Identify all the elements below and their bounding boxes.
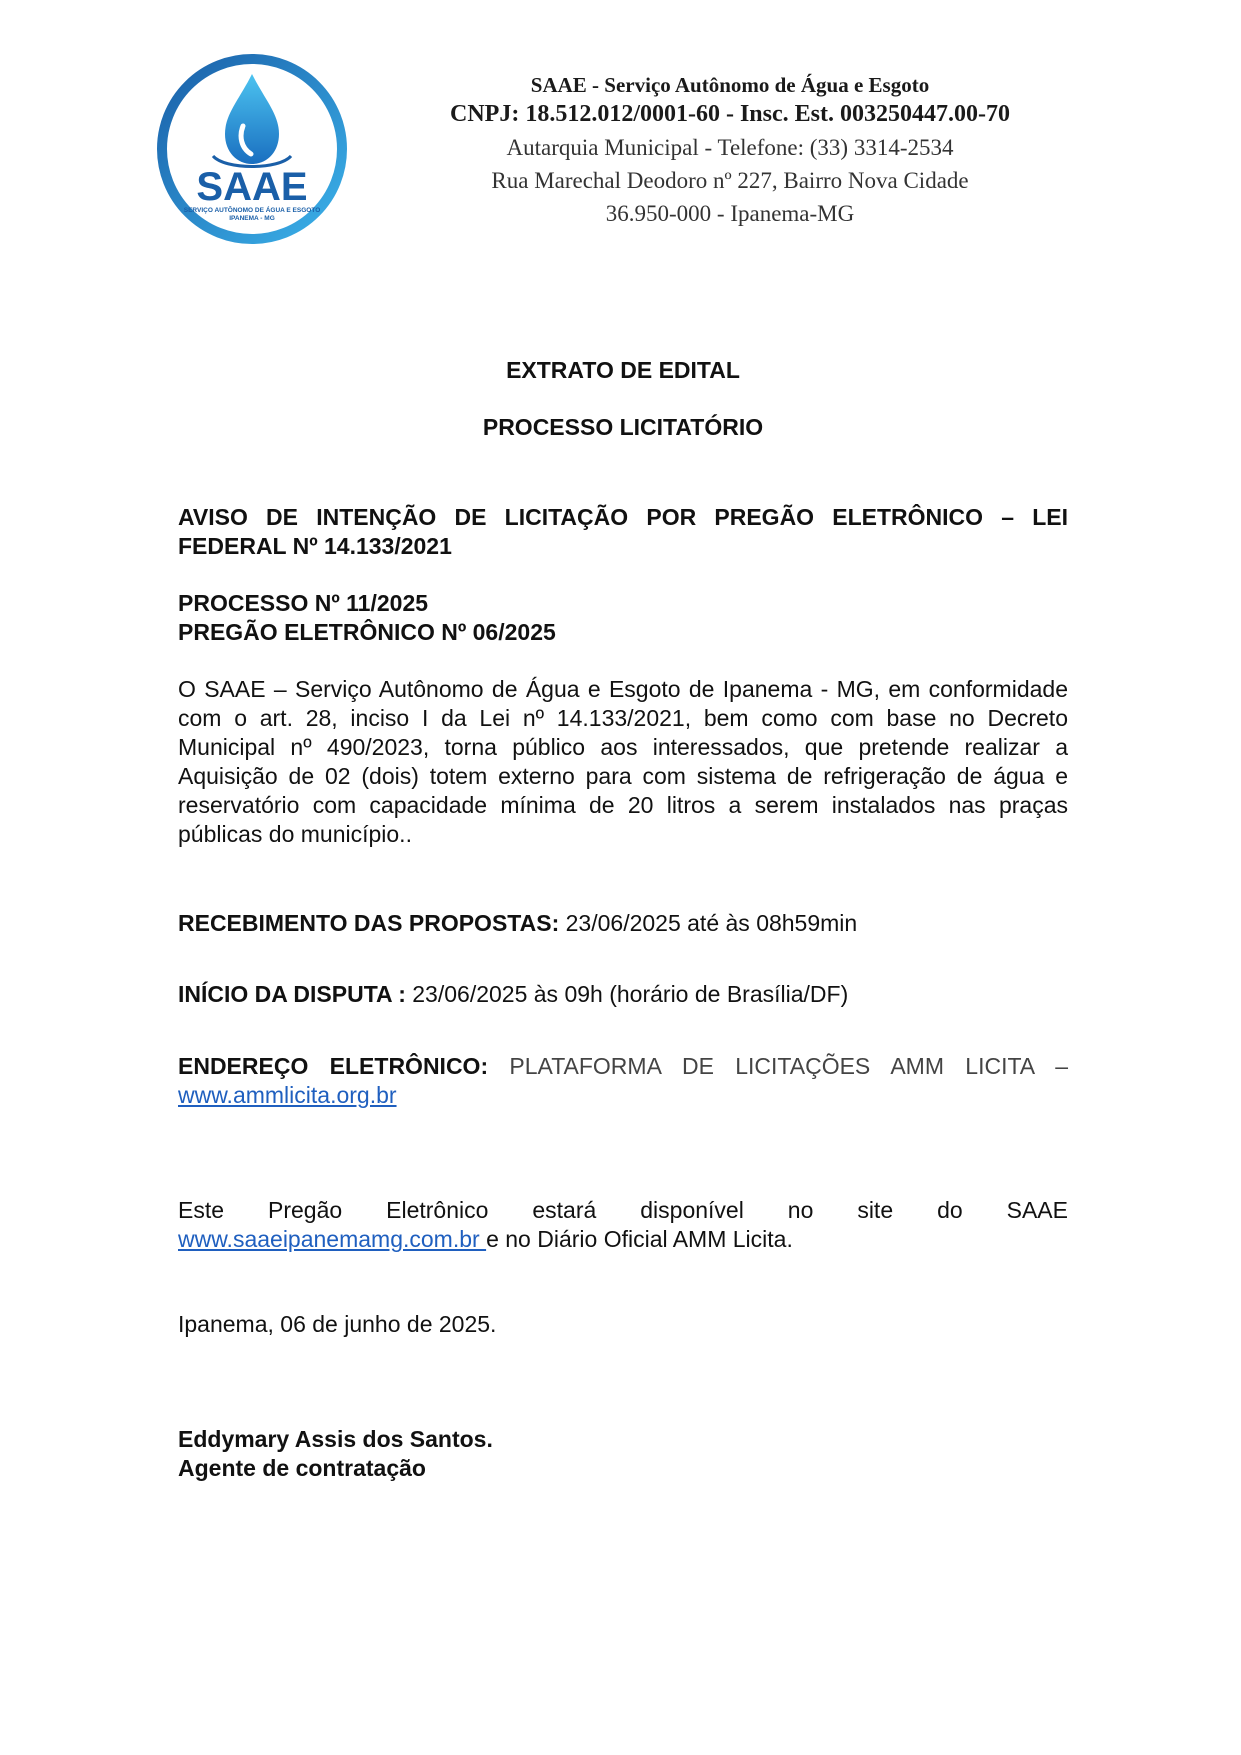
letterhead-phone: Autarquia Municipal - Telefone: (33) 3314-2534 (506, 135, 954, 160)
proposals-value: 23/06/2025 até às 08h59min (559, 910, 858, 936)
letterhead-address: Rua Marechal Deodoro nº 227, Bairro Nova Cidade (491, 168, 969, 193)
place-date: Ipanema, 06 de junho de 2025. (178, 1311, 497, 1337)
proposals-label: RECEBIMENTO DAS PROPOSTAS: (178, 910, 560, 936)
ammlicita-link[interactable]: www.ammlicita.org.br (178, 1082, 397, 1108)
logo-subtext: SERVIÇO AUTÔNOMO DE ÁGUA E ESGOTO (183, 207, 321, 214)
logo-subtext-city: IPANEMA - MG (229, 215, 275, 222)
body-paragraph: O SAAE – Serviço Autônomo de Água e Esgoto de Ipanema - MG, em conformidade com o art. 28, inciso I da Lei nº 14.133/2021, bem como com base no Decreto Municipal nº 490/2023, torna público aos interessados, que pretende realizar a Aquisição de 02 (dois) totem externo para com sistema de refrigeração de água e reservatório com capacidade mínima de 20 litros a serem instalados nas praças públicas do município.. (178, 676, 1068, 847)
signer-role: Agente de contratação (178, 1455, 426, 1481)
availability-tail: e no Diário Oficial AMM Licita. (486, 1226, 793, 1252)
saae-site-link[interactable]: www.saaeipanemamg.com.br (178, 1226, 487, 1252)
document-subtitle: PROCESSO LICITATÓRIO (482, 414, 764, 440)
letterhead-cnpj: CNPJ: 18.512.012/0001-60 - Insc. Est. 003250447.00-70 (450, 101, 1010, 127)
dispute-label: INÍCIO DA DISPUTA : (178, 981, 406, 1007)
dispute-line (178, 980, 1068, 1009)
dispute-value: 23/06/2025 às 09h (horário de Brasília/DF) (405, 981, 849, 1007)
address-value: PLATAFORMA DE LICITAÇÕES AMM LICITA – (488, 1053, 1068, 1079)
pregao-number: PREGÃO ELETRÔNICO Nº 06/2025 (178, 619, 556, 645)
notice-heading: AVISO DE INTENÇÃO DE LICITAÇÃO POR PREGÃO ELETRÔNICO – LEI FEDERAL Nº 14.133/2021 (178, 504, 1068, 559)
availability-line-2 (178, 1225, 1068, 1254)
address-label: ENDEREÇO ELETRÔNICO: (178, 1053, 489, 1079)
letterhead-org-name: SAAE - Serviço Autônomo de Água e Esgoto (530, 73, 930, 97)
availability-line: Este Pregão Eletrônico estará disponível no site do SAAE (178, 1197, 1068, 1223)
logo-text: SAAE (196, 165, 308, 209)
saae-logo (155, 52, 349, 246)
process-number: PROCESSO Nº 11/2025 (178, 590, 429, 616)
proposals-line (178, 909, 1068, 938)
address-link-line (178, 1081, 1068, 1110)
document-title: EXTRATO DE EDITAL (506, 357, 740, 383)
letterhead-postal: 36.950-000 - Ipanema-MG (605, 201, 855, 226)
address-line (178, 1052, 1068, 1081)
signer-name: Eddymary Assis dos Santos. (178, 1426, 493, 1452)
